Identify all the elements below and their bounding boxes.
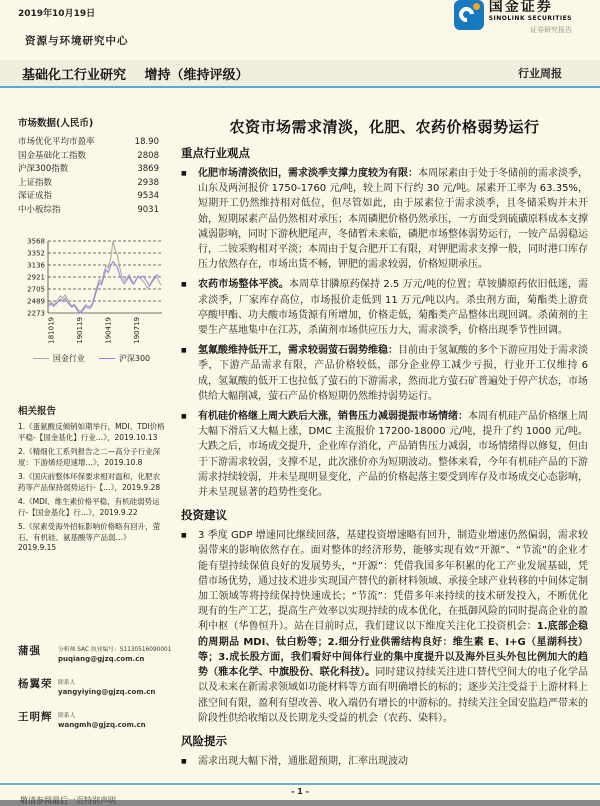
market-data-value: 2808 xyxy=(137,150,159,161)
analyst-info xyxy=(58,643,171,663)
svg-text:190719: 190719 xyxy=(132,317,141,344)
bullet-item xyxy=(181,409,588,500)
market-data-label: 深证成指 xyxy=(18,191,53,201)
analyst-email-link[interactable]: puqiang@gjzq.com.cn xyxy=(58,655,145,663)
bullet-body: 本周尿素由于处于冬储前的需求淡季，山东及两河报价 1750-1760 元/吨，较上周下行约 30 元/吨。尿素开工率为 63.35%，短期开工仍然维持相对低位，但尽管如此，由于尿素位于需求淡季，且冬储采购并未开始，短期尿素产品仍然相对承压；本周磷肥价格仍然承压，一方面受到硫磺原料成本支撑减弱影响，同时下游秋肥尾声，冬储暂未来临，磷肥市场整体弱势运行，一铵产品弱稳运行，二铵采购相对平淡；本周由于复合肥开工有限，对钾肥需求支撑一般，同时港口库存压力依然存在，市场出货不畅，钾肥的需求较弱，价格短期承压。 xyxy=(198,168,588,271)
related-report-link[interactable]: 3.《国庆前整体环保要求相对温和，化肥农药等产品保持弱势运行-【…》，2019.9.28 xyxy=(18,472,161,492)
bullet-body: 本周有机硅产品价格继上周大幅下滑后又大幅上涨，DMC 主流报价 17200-18000 元/吨，提升了约 1000 元/吨。大跌之后，市场成交提升，企业库存消化，产品销售压力减弱，市场情绪得以修复，但由于下游需求较弱，支撑不足，此次涨价亦为短期波动。整体来看，今年有机硅产品的下游需求持续较弱，并未呈现明显变化，产品的价格起落主要受到库存及市场成交心态影响，并未呈现显著的趋势性变化。 xyxy=(198,411,588,499)
svg-text:2921: 2921 xyxy=(27,273,45,282)
report-title: 农资市场需求清淡，化肥、农药价格弱势运行 xyxy=(229,118,540,136)
bullet-square-icon: ■ xyxy=(181,757,187,765)
bullet-item xyxy=(181,166,588,272)
bullet-text xyxy=(198,343,588,404)
market-data-value: 9031 xyxy=(137,204,159,215)
svg-text:3568: 3568 xyxy=(27,237,45,246)
related-reports xyxy=(18,403,165,558)
market-data-row xyxy=(18,177,165,191)
chart-legend xyxy=(18,353,165,364)
legend-label: 国金行业 xyxy=(52,354,85,363)
market-data-row xyxy=(18,190,165,204)
bullet-body: 3 季度 GDP 增速同比继续回落，基建投资增速略有回升，制造业增速仍然偏弱，需求较弱带来的影响依然存在。面对整体的经济形势，能够实现有效“开源”、“节流”的企业才能有望持续保值良好的发展势头，“开源”：凭借我国多年积累的化工产业发展基础，凭借市场优势，通过技术进步实现国产替代的新材料领域、承接全球产业转移的中间体定制加工领域等将持续保持快速成长；“节流”：凭借多年来持续的技术研发投入，不断优化现有的生产工艺，提高生产效率以实现持续的成本优化，在抵御风险的同时提高企业的盈利中枢（华鲁恒升）。站在目前时点，我们建议以下维度关注化工投资机会： xyxy=(198,530,588,633)
bullet-square-icon: ■ xyxy=(181,281,187,289)
bullet-text xyxy=(198,528,588,726)
svg-text:2273: 2273 xyxy=(27,309,45,318)
analyst-role: 联系人 xyxy=(58,680,76,686)
bullet-body: 需求出现大幅下滑，通胀超预期，汇率出现波动 xyxy=(198,755,408,767)
analyst-info xyxy=(58,676,155,696)
research-center-name: 资源与环境研究中心 xyxy=(25,35,129,47)
market-data-row xyxy=(18,150,165,164)
market-data-label: 上证指数 xyxy=(18,177,53,188)
logo-subtitle: 证券研究报告 xyxy=(530,26,572,34)
bullet-item xyxy=(181,343,588,404)
section-heading: 投资建议 xyxy=(181,508,227,523)
analyst-role: 分析师 SAC 执业编号：S1130516090001 xyxy=(58,647,172,653)
bullet-square-icon: ■ xyxy=(181,413,187,421)
analyst-entry xyxy=(18,709,168,729)
section-heading: 重点行业观点 xyxy=(181,146,250,160)
related-report-link[interactable]: 2.《精细化工系列报告之二—高分子行业深度：下游烯烃迎速增…》，2019.10.8 xyxy=(18,447,161,467)
market-data-value: 3869 xyxy=(137,164,159,174)
analyst-role: 联系人 xyxy=(58,713,76,719)
svg-text:2705: 2705 xyxy=(27,285,45,294)
related-report-link[interactable]: 5.《尿素受海外招标影响价格略有回升，萤石、有机硅、氨基酸等产品弱…》2019.9.15 xyxy=(18,522,161,552)
legend-item xyxy=(33,353,85,364)
svg-text:190119: 190119 xyxy=(75,317,84,344)
bullet-lead: 农药市场整体平淡。 xyxy=(198,279,290,291)
market-data-value: 2938 xyxy=(137,177,159,188)
index-chart xyxy=(18,237,165,364)
header-band xyxy=(0,60,600,88)
bullet-lead: 化肥市场清淡依旧，需求淡季支撑力度较为有限： xyxy=(198,168,418,179)
chart-canvas xyxy=(18,237,165,347)
market-data-value: 18.90 xyxy=(134,137,159,147)
company-logo xyxy=(454,0,572,35)
analyst-info xyxy=(58,709,146,729)
market-data-title: 市场数据(人民币) xyxy=(18,118,94,129)
footer-disclaimer: 敬请参阅最后一页特别声明 xyxy=(20,796,116,805)
industry-title xyxy=(22,64,249,83)
market-data-label: 中小板综指 xyxy=(18,204,61,215)
related-report-link[interactable]: 1.《蛋氨酸反倾销如期举行，MDI、TDI价格平稳-【国金基化】行业…》，2019.10.13 xyxy=(18,422,165,442)
logo-name-cn: 国金证券 xyxy=(488,0,553,15)
svg-text:190419: 190419 xyxy=(104,317,113,344)
svg-text:3352: 3352 xyxy=(27,249,45,258)
analyst-email-link[interactable]: wangmh@gjzq.com.cn xyxy=(58,721,146,729)
bullet-lead: 1.底部企稳的周期品 MDI、钛白粉等；2.细分行业供需结构良好：维生素 E、I+G（星湖科技）等；3.成长股方面，我们看好中间体行业的集中度提升以及海外巨头外包比例加大的趋势（雅本化学、中旗股份、联化科技）。 xyxy=(198,621,588,679)
legend-label: 沪深300 xyxy=(118,354,151,363)
bullet-body: 本周草甘膦原药保持 2.5 万元/吨的位置；草铵膦原药依旧低迷，需求淡季，厂家库存高位，市场报价走低到 11 万元/吨以内。杀虫剂方面，菊酯类上游贲亭酸甲酯、功夫酸市场货源有所增加，价格走低，菊酯类产品整体出现回调。杀菌剂的主要生产基地集中在江苏，杀菌剂市场供应压力大，需求淡季，价格出现季节性回调。 xyxy=(198,279,589,337)
analyst-name: 杨翼荣 xyxy=(18,678,53,690)
bullet-text xyxy=(198,166,588,272)
report-type-label: 行业周报 xyxy=(518,67,562,80)
sinolink-logo-icon xyxy=(454,0,484,30)
bullet-item xyxy=(181,528,588,726)
market-data-label: 市场优化平均市盈率 xyxy=(18,137,95,147)
market-data-row xyxy=(18,163,165,177)
analyst-entry xyxy=(18,676,168,696)
main-content xyxy=(181,116,588,774)
line-chart xyxy=(18,237,165,351)
bullet-lead: 氢氟酸维持低开工，需求较弱萤石弱势维稳： xyxy=(198,345,398,357)
bullet-text xyxy=(198,277,588,338)
legend-line-swatch xyxy=(99,358,115,359)
rating-label: 增持（维持评级） xyxy=(144,67,249,83)
market-data-value: 9534 xyxy=(137,191,159,201)
section-heading: 风险提示 xyxy=(181,733,227,748)
analyst-email-link[interactable]: yangyiying@gjzq.com.cn xyxy=(58,688,156,696)
bullet-item xyxy=(181,277,588,338)
footer-divider xyxy=(0,783,600,785)
svg-text:3136: 3136 xyxy=(27,261,45,270)
legend-line-swatch xyxy=(33,358,49,359)
analyst-entry xyxy=(18,643,172,663)
legend-item xyxy=(99,353,150,364)
report-date: 2019年10月19日 xyxy=(18,9,96,19)
bullet-lead: 有机硅价格继上周大跌后大涨，销售压力减弱提振市场情绪： xyxy=(198,411,468,423)
related-reports-title: 相关报告 xyxy=(18,406,57,417)
market-data-table xyxy=(18,115,165,217)
page-number: - 1 - xyxy=(291,787,309,796)
svg-text:181019: 181019 xyxy=(47,317,56,344)
related-report-link[interactable]: 4.《MDI、维生素价格平稳，有机硅弱势运行-【国金基化】行…》，2019.9.22 xyxy=(18,497,160,517)
bullet-square-icon: ■ xyxy=(181,532,187,540)
analyst-name: 蒲强 xyxy=(18,645,41,657)
analyst-name: 王明辉 xyxy=(18,711,53,723)
sidebar xyxy=(18,115,172,785)
bullet-square-icon: ■ xyxy=(181,170,187,177)
analyst-list xyxy=(18,643,172,742)
bullet-body: 目前由于氢氟酸的多个下游应用处于需求淡季，下游产品需求有限，产品价格较低，部分企业停工减少亏损，行业开工仅维持 6 成，氢氟酸的低开工也拉低了萤石的下游需求，然而北方萤石矿普遍处于停产状态，市场供给大幅削减，萤石产品价格短期仍然维持弱势运行。 xyxy=(198,345,588,402)
svg-text:2489: 2489 xyxy=(27,297,45,306)
bullet-square-icon: ■ xyxy=(181,347,187,355)
bullet-text xyxy=(198,409,588,500)
market-data-row xyxy=(18,136,165,150)
market-data-label: 沪深300指数 xyxy=(18,164,69,174)
bullet-text xyxy=(198,754,588,769)
market-data-row xyxy=(18,204,165,218)
bullet-body: 同时建议持续关注进口替代空间大的电子化学品以及未来在新需求领域如功能材料等方面有明确增长的标的；逐步关注受益于上游材料上涨空间有限，盈利有望改善、收入端仍有增长的中游标的。持续关注全国安监趋严带来的阶段性供给收缩以及长期龙头受益的机会（农药、染料）。 xyxy=(198,667,589,724)
logo-name-en: SINOLINK SECURITIES xyxy=(488,15,572,22)
bullet-item xyxy=(181,754,588,769)
market-data-label: 国金基础化工指数 xyxy=(18,150,87,161)
industry-name: 基础化工行业研究 xyxy=(22,67,127,83)
